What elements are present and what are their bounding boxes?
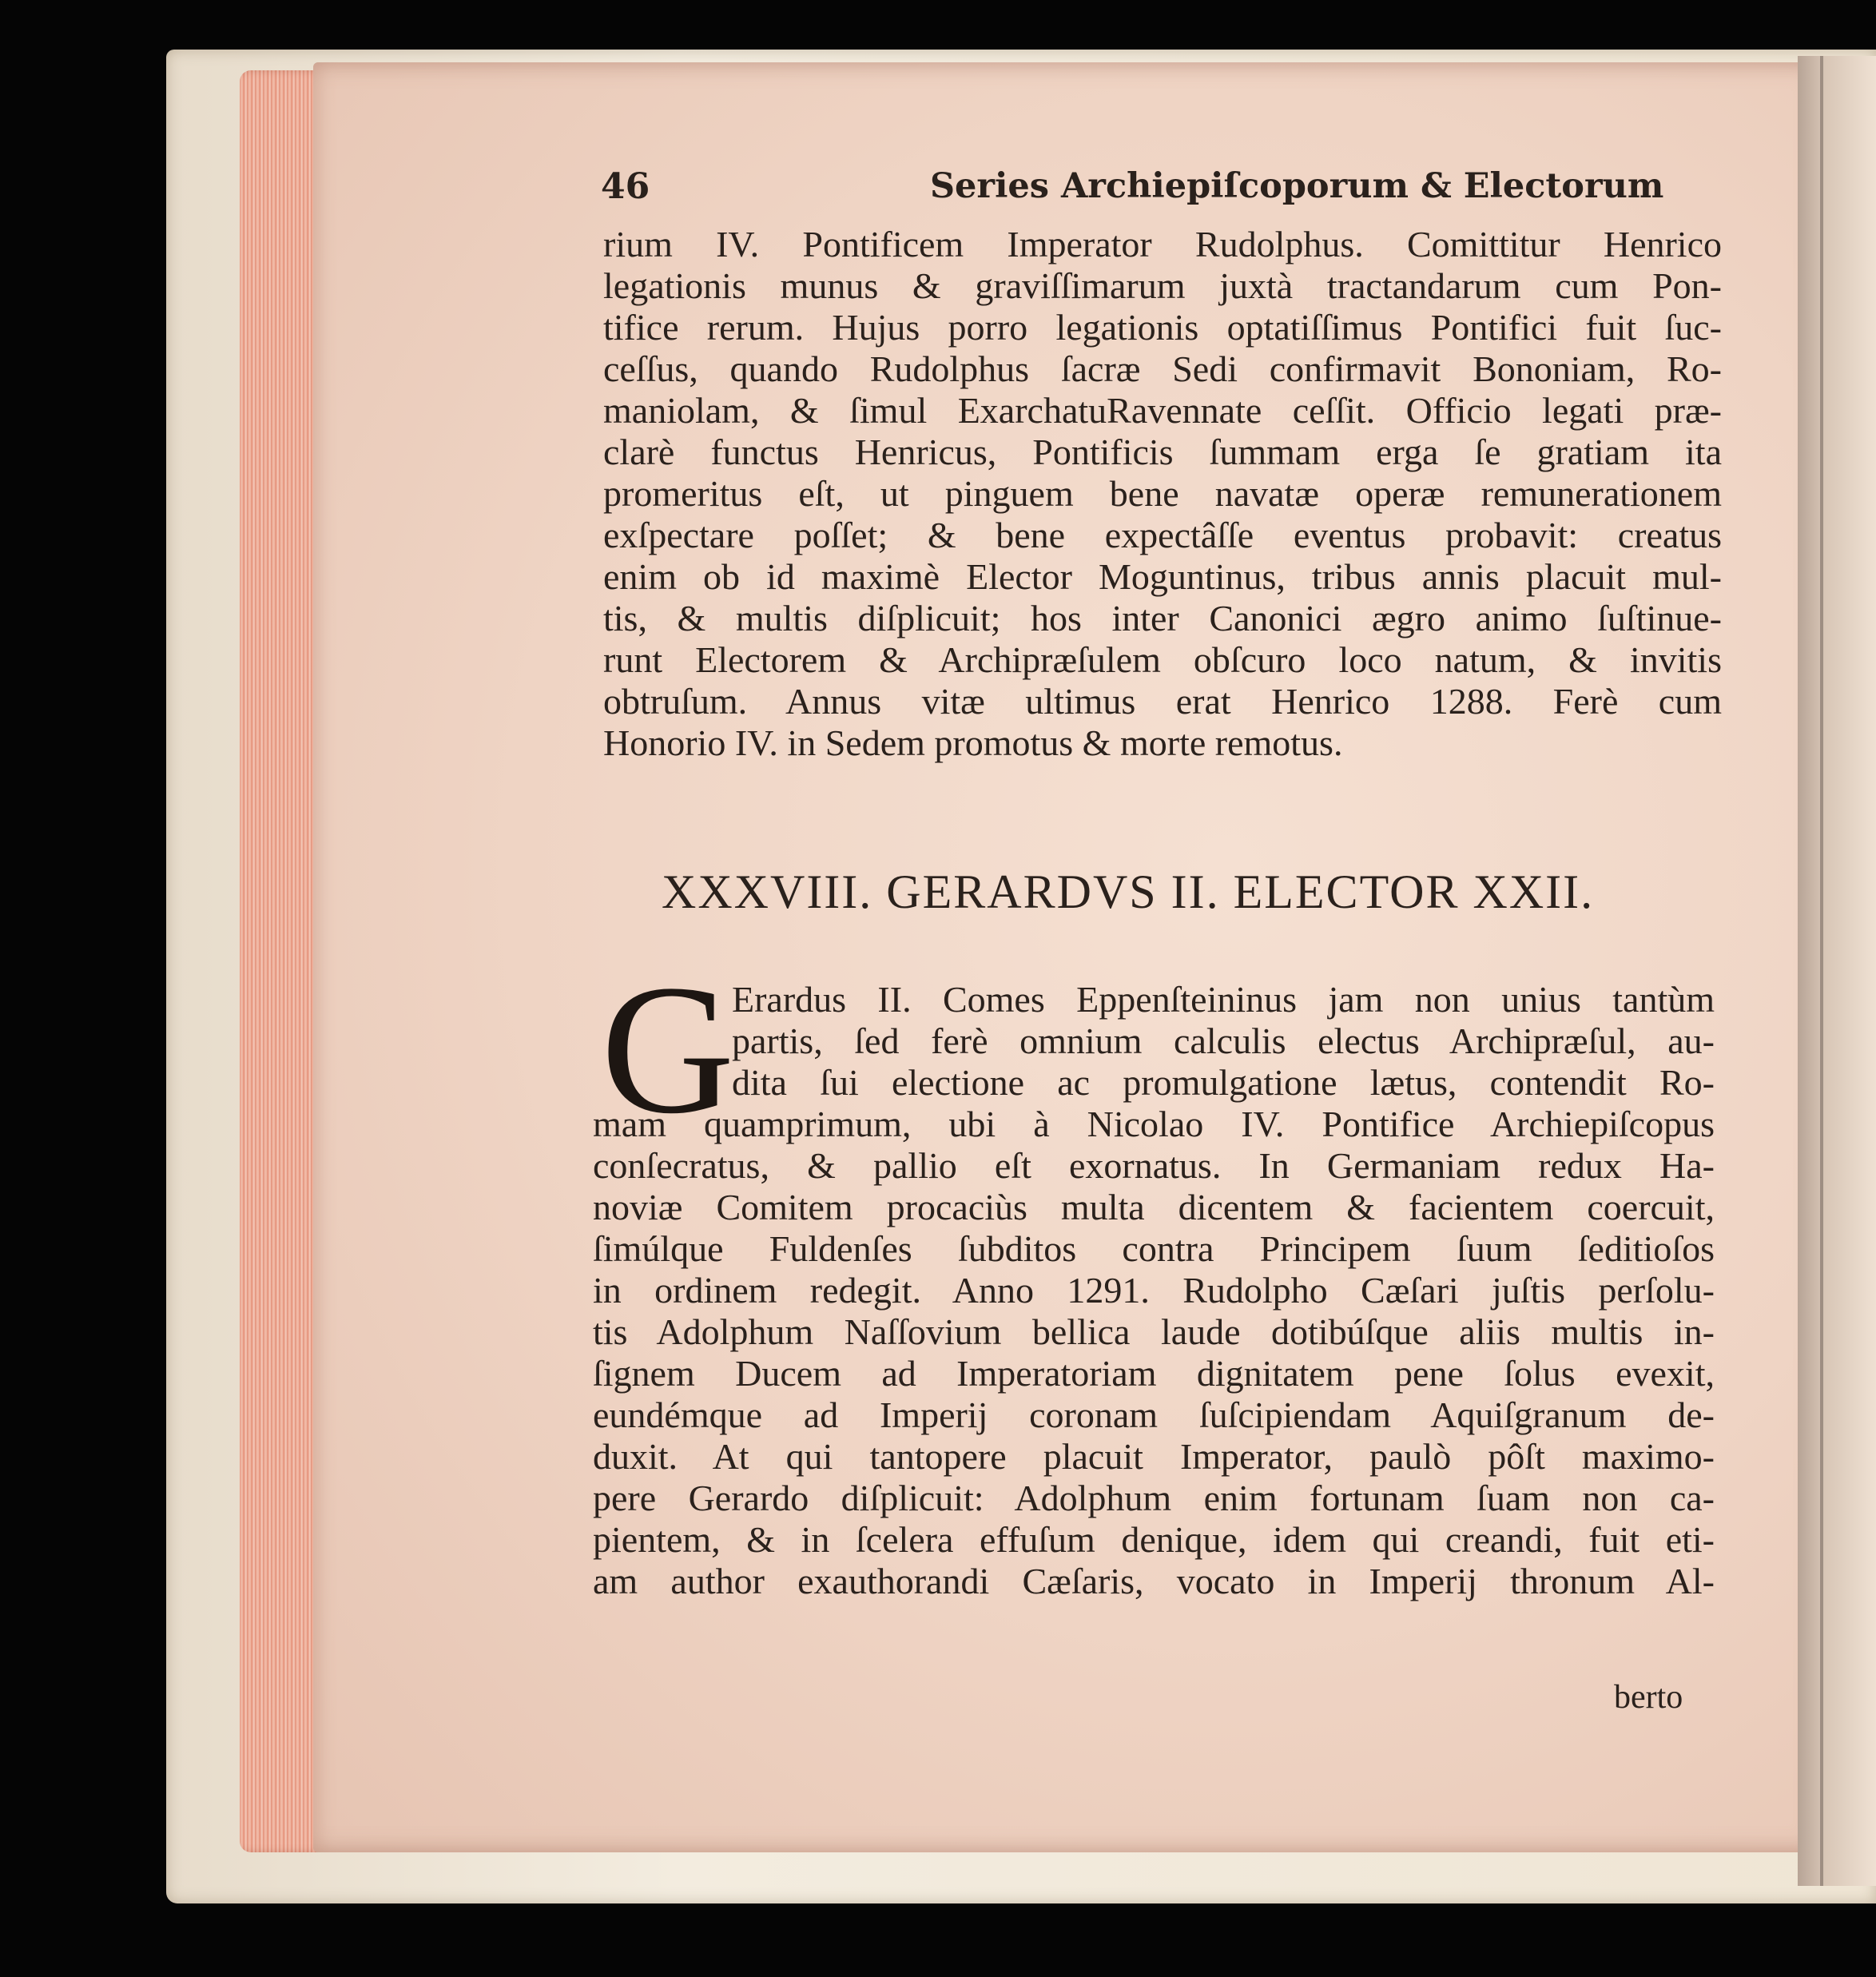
text-line: conſecratus, & pallio eſt exornatus. In Germaniam redux Ha- bbox=[593, 1145, 1715, 1186]
text-line: duxit. At qui tantopere placuit Imperator, paulò pôſt maximo- bbox=[593, 1436, 1715, 1477]
text-line: maniolam, & ſimul ExarchatuRavennate ceſſit. Officio legati præ- bbox=[603, 390, 1722, 431]
facing-page-gutter bbox=[1798, 56, 1876, 1886]
section-heading: XXXVIII. GERARDVS II. ELECTOR XXII. bbox=[662, 865, 1595, 918]
text-line: am author exauthorandi Cæſaris, vocato in Imperij thronum Al- bbox=[593, 1561, 1715, 1601]
text-line: rium IV. Pontificem Imperator Rudolphus. Comittitur Henrico bbox=[603, 224, 1722, 265]
text-line: eundémque ad Imperij coronam ſuſcipiendam Aquiſgranum de- bbox=[593, 1394, 1715, 1435]
text-line: tifice rerum. Hujus porro legationis optatiſſimus Pontifici fuit ſuc- bbox=[603, 307, 1722, 348]
text-line: pere Gerardo diſplicuit: Adolphum enim fortunam ſuam non ca- bbox=[593, 1478, 1715, 1518]
page-number: 46 bbox=[601, 166, 650, 207]
text-line: clarè functus Henricus, Pontificis ſummam erga ſe gratiam ita bbox=[603, 432, 1722, 472]
text-line: dita ſui electione ac promulgatione lætus, contendit Ro- bbox=[732, 1062, 1715, 1103]
running-head: Series Archiepiſcoporum & Electorum bbox=[930, 166, 1664, 206]
text-line: mam quamprimum, ubi à Nicolao IV. Pontifice Archiepiſcopus bbox=[593, 1104, 1715, 1144]
paragraph-gerardus-indented bbox=[732, 979, 1715, 1104]
text-line: runt Electorem & Archipræſulem obſcuro loco natum, & invitis bbox=[603, 639, 1722, 680]
text-line: exſpectare poſſet; & bene expectâſſe eventus probavit: creatus bbox=[603, 515, 1722, 555]
drop-cap-initial: G bbox=[601, 947, 735, 1152]
text-line: pientem, & in ſcelera effuſum denique, idem qui creandi, fuit eti- bbox=[593, 1519, 1715, 1560]
catchword: berto bbox=[1614, 1679, 1683, 1716]
text-line: tis, & multis diſplicuit; hos inter Canonici ægro animo ſuſtinue- bbox=[603, 598, 1722, 638]
text-line: obtruſum. Annus vitæ ultimus erat Henrico 1288. Ferè cum bbox=[603, 681, 1722, 722]
page-header bbox=[601, 166, 1664, 222]
text-line: enim ob id maximè Elector Moguntinus, tribus annis placuit mul- bbox=[603, 556, 1722, 597]
text-line: ceſſus, quando Rudolphus ſacræ Sedi confirmavit Bononiam, Ro- bbox=[603, 348, 1722, 389]
text-line: partis, ſed ferè omnium calculis electus Archipræſul, au- bbox=[732, 1020, 1715, 1061]
text-line: promeritus eſt, ut pinguem bene navatæ operæ remunerationem bbox=[603, 473, 1722, 514]
text-line: tis Adolphum Naſſovium bellica laude dotibúſque aliis multis in- bbox=[593, 1311, 1715, 1352]
text-line: ſimúlque Fuldenſes ſubditos contra Principem ſuum ſeditioſos bbox=[593, 1228, 1715, 1269]
gutter-fold-line bbox=[1820, 56, 1823, 1886]
text-line: in ordinem redegit. Anno 1291. Rudolpho Cæſari juſtis perſolu- bbox=[593, 1270, 1715, 1311]
text-line-last: Honorio IV. in Sedem promotus & morte remotus. bbox=[603, 722, 1343, 763]
text-line: Erardus II. Comes Eppenſteininus jam non unius tantùm bbox=[732, 979, 1715, 1020]
paragraph-gerardus-body bbox=[593, 1104, 1715, 1602]
text-line: ſignem Ducem ad Imperatoriam dignitatem pene ſolus evexit, bbox=[593, 1353, 1715, 1394]
text-line: noviæ Comitem procaciùs multa dicentem & facientem coercuit, bbox=[593, 1187, 1715, 1227]
text-line: legationis munus & graviſſimarum juxtà tractandarum cum Pon- bbox=[603, 265, 1722, 306]
paragraph-henricus-continuation bbox=[603, 224, 1722, 764]
